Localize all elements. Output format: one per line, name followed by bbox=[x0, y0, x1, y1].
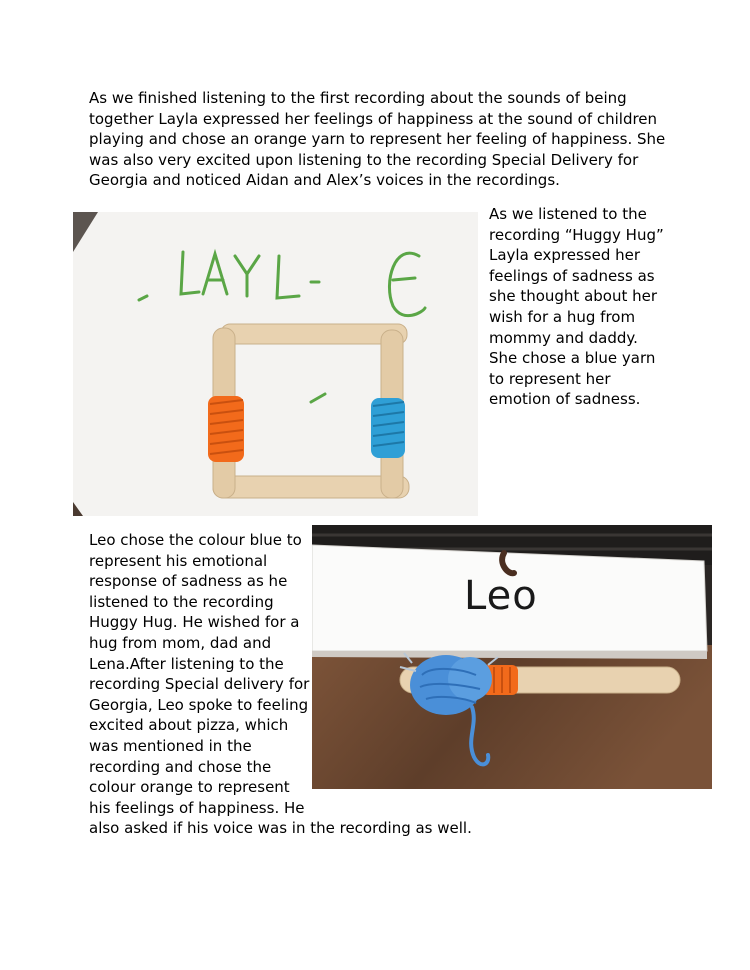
intro-paragraph: As we finished listening to the first recording about the sounds of being together Layla expressed her feelings of happiness at the sound of children playing and chose an orange yarn to represent her feeling of happiness. She was also very excited upon listening to the recording Special Delivery for Georgia and noticed Aidan and Alex’s voices in the recordings. bbox=[89, 89, 666, 190]
leo-name-card-label: Leo bbox=[464, 573, 538, 619]
blue-yarn-wrap bbox=[371, 398, 405, 458]
leo-paragraph: Leo chose the colour blue to represent his emotional response of sadness as he listened to the recording Huggy Hug. He wished for a hug from mom, dad and Lena.After listening to the recording Special delivery for Georgia, Leo spoke to feeling excited about pizza, which was mentioned in the recording and chose the colour orange to represent his feelings of happiness. He bbox=[89, 531, 310, 817]
layla-craft-photo bbox=[73, 212, 478, 516]
orange-yarn-wrap bbox=[208, 396, 244, 462]
leo-paragraph-end: also asked if his voice was in the recording as well. bbox=[89, 819, 472, 837]
layla-sadness-paragraph: As we listened to the recording “Huggy Hug” Layla expressed her feelings of sadness as she thought about her wish for a hug from mommy and daddy. She chose a blue yarn to represent her emotion of sadness. bbox=[489, 205, 664, 409]
leo-craft-photo bbox=[312, 525, 712, 789]
